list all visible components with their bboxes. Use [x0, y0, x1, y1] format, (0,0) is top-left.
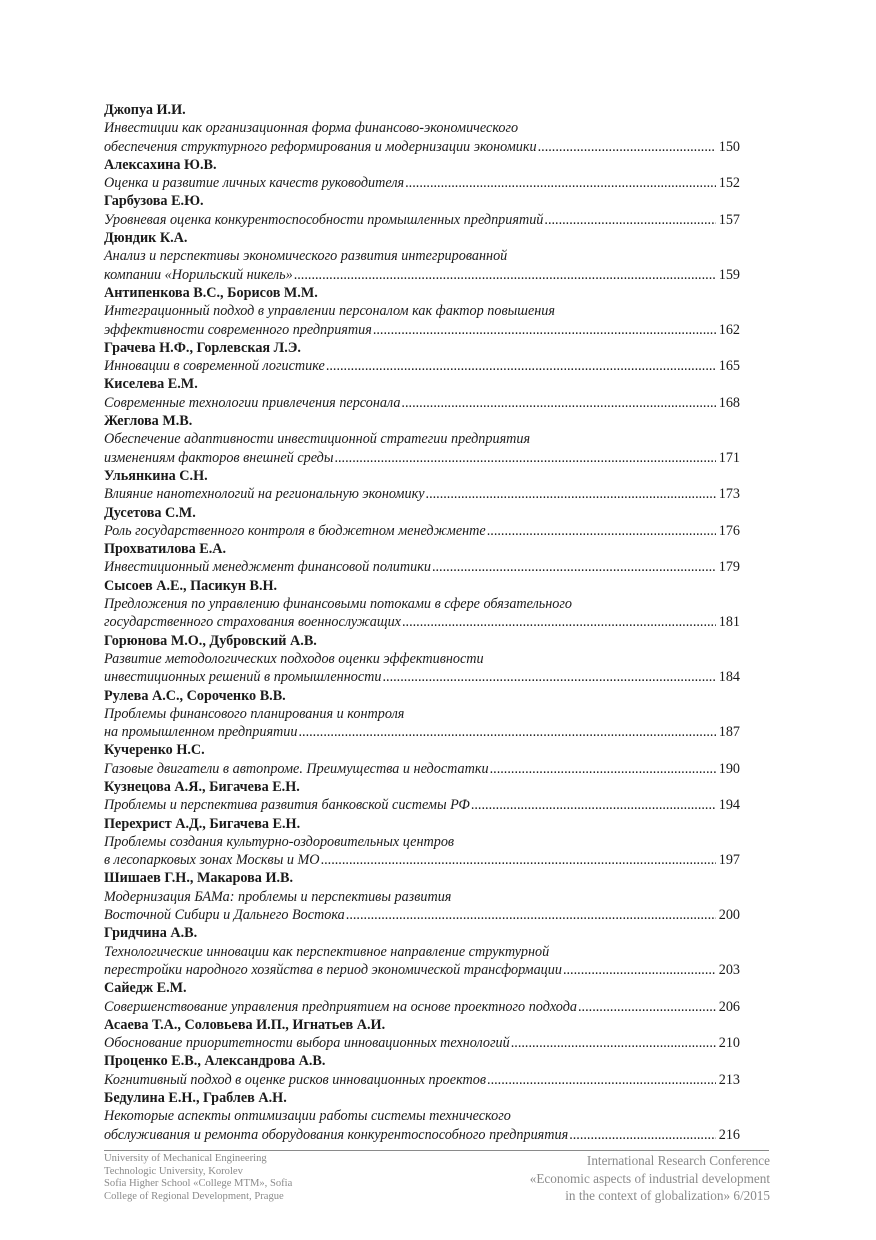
- toc-authors: Сайедж Е.М.: [104, 980, 187, 997]
- toc-title-text: Инвестиционный менеджмент финансовой политики: [104, 559, 431, 576]
- toc-entry: [104, 412, 740, 467]
- toc-title-last-line: [104, 522, 740, 540]
- toc-authors: Сысоев А.Е., Пасикун В.Н.: [104, 577, 278, 594]
- toc-title-line: Интеграционный подход в управлении персоналом как фактор повышения: [104, 303, 555, 320]
- toc-dot-leader: [577, 998, 716, 1016]
- toc-title-last-line: [104, 321, 740, 339]
- toc-page-number: 206: [718, 998, 740, 1015]
- toc-dot-leader: [297, 723, 715, 741]
- toc-page-number: 171: [718, 449, 740, 466]
- toc-entry: [104, 504, 740, 541]
- toc-title-line: Некоторые аспекты оптимизации работы системы технического: [104, 1108, 511, 1125]
- toc-title-line: Проблемы создания культурно-оздоровительных центров: [104, 833, 455, 850]
- toc-authors: Асаева Т.А., Соловьева И.П., Игнатьев А.И.: [104, 1016, 386, 1033]
- footer-conference: [530, 1152, 770, 1205]
- toc-title-last-line: [104, 266, 740, 284]
- toc-entry: [104, 687, 740, 742]
- toc-page-number: 173: [718, 486, 740, 503]
- toc-title-last-line: [104, 485, 740, 503]
- toc-dot-leader: [345, 906, 716, 924]
- footer-institution-line: University of Mechanical Engineering: [104, 1153, 267, 1164]
- toc-title-line: Развитие методологических подходов оценки эффективности: [104, 650, 484, 667]
- toc-title-last-line: [104, 138, 740, 156]
- toc-authors: Жеглова М.В.: [104, 413, 193, 430]
- toc-title-text: эффективности современного предприятия: [104, 321, 372, 338]
- toc-page-number: 181: [718, 614, 740, 631]
- footer-conference-line: «Economic aspects of industrial development: [529, 1170, 770, 1186]
- toc-title-text: Уровневая оценка конкурентоспособности промышленных предприятий: [104, 211, 544, 228]
- toc-dot-leader: [400, 394, 715, 412]
- toc-title-text: обеспечения структурного реформирования и модернизации экономики: [104, 138, 537, 155]
- toc-title-text: Роль государственного контроля в бюджетном менеджменте: [104, 522, 486, 539]
- toc-dot-leader: [486, 1071, 716, 1089]
- toc-title-text: Инновации в современной логистике: [104, 358, 325, 375]
- toc-title-last-line: [104, 796, 740, 814]
- toc-page-number: 168: [718, 394, 740, 411]
- toc-entry: [104, 924, 740, 979]
- toc-title-line: Анализ и перспективы экономического развития интегрированной: [104, 248, 508, 265]
- toc-title-text: Современные технологии привлечения персонала: [104, 394, 401, 411]
- toc-title-text: Совершенствование управления предприятием на основе проектного подхода: [104, 998, 577, 1015]
- toc-entry: [104, 101, 740, 156]
- toc-authors: Перехрист А.Д., Бигачева Е.Н.: [104, 815, 301, 832]
- toc-title-text: на промышленном предприятии: [104, 724, 298, 741]
- toc-entry: [104, 284, 740, 339]
- toc-entry: [104, 778, 740, 815]
- toc-page-number: 210: [718, 1035, 740, 1052]
- toc-entry: [104, 1089, 740, 1144]
- toc-dot-leader: [325, 357, 716, 375]
- toc-authors: Прохватилова Е.А.: [104, 541, 227, 558]
- toc-title-text: Проблемы и перспектива развития банковской системы РФ: [104, 797, 470, 814]
- toc-dot-leader: [333, 449, 715, 467]
- toc-page-number: 187: [718, 724, 740, 741]
- toc-dot-leader: [372, 321, 716, 339]
- toc-title-last-line: [104, 668, 740, 686]
- toc-authors: Шишаев Г.Н., Макарова И.В.: [104, 870, 294, 887]
- toc-page-number: 216: [718, 1126, 740, 1143]
- toc-entry: [104, 375, 740, 412]
- toc-dot-leader: [381, 668, 715, 686]
- toc-page-number: 203: [718, 961, 740, 978]
- toc-entry: [104, 192, 740, 229]
- toc-entry: [104, 869, 740, 924]
- toc-entry: [104, 632, 740, 687]
- toc-authors: Бедулина Е.Н., Граблев А.Н.: [104, 1090, 287, 1107]
- toc-entry: [104, 741, 740, 778]
- toc-dot-leader: [401, 613, 716, 631]
- toc-dot-leader: [562, 961, 716, 979]
- toc-title-text: Когнитивный подход в оценке рисков инновационных проектов: [104, 1071, 487, 1088]
- toc-entry: [104, 467, 740, 504]
- toc-page-number: 152: [718, 175, 740, 192]
- toc-authors: Рулева А.С., Сороченко В.В.: [104, 687, 286, 704]
- toc-dot-leader: [293, 266, 716, 284]
- toc-page-number: 150: [718, 138, 740, 155]
- toc-authors: Гарбузова Е.Ю.: [104, 193, 204, 210]
- toc-title-last-line: [104, 998, 740, 1016]
- toc-authors: Дусетова С.М.: [104, 504, 196, 521]
- toc-dot-leader: [543, 211, 715, 229]
- toc-title-text: Влияние нанотехнологий на региональную экономику: [104, 486, 425, 503]
- toc-title-last-line: [104, 613, 740, 631]
- toc-title-last-line: [104, 723, 740, 741]
- footer-divider: [104, 1150, 769, 1151]
- footer-conference-line: in the context of globalization» 6/2015: [565, 1188, 770, 1204]
- toc-page-number: 213: [718, 1071, 740, 1088]
- toc-title-last-line: [104, 357, 740, 375]
- toc-page-number: 165: [718, 358, 740, 375]
- toc-title-text: Оценка и развитие личных качеств руководителя: [104, 175, 405, 192]
- toc-entry: [104, 156, 740, 193]
- toc-authors: Проценко Е.В., Александрова А.В.: [104, 1053, 326, 1070]
- toc-dot-leader: [431, 558, 716, 576]
- toc-authors: Дюндик К.А.: [104, 230, 188, 247]
- toc-entry: [104, 815, 740, 870]
- toc-title-line: Инвестиции как организационная форма финансово-экономического: [104, 120, 519, 137]
- toc-dot-leader: [510, 1034, 716, 1052]
- toc-title-line: Предложения по управлению финансовыми потоками в сфере обязательного: [104, 596, 573, 613]
- toc-authors: Кузнецова А.Я., Бигачева Е.Н.: [104, 778, 300, 795]
- toc-title-text: Газовые двигатели в автопроме. Преимущества и недостатки: [104, 760, 489, 777]
- footer-conference-line: International Research Conference: [586, 1153, 770, 1168]
- toc-entry: [104, 540, 740, 577]
- toc-title-last-line: [104, 1126, 740, 1144]
- toc-page-number: 162: [718, 321, 740, 338]
- toc-title-text: Восточной Сибири и Дальнего Востока: [104, 907, 345, 924]
- toc-page-number: 176: [718, 522, 740, 539]
- toc-dot-leader: [404, 174, 716, 192]
- toc-page-number: 184: [718, 669, 740, 686]
- toc-authors: Алексахина Ю.В.: [104, 156, 217, 173]
- toc-title-text: инвестиционных решений в промышленности: [104, 669, 382, 686]
- toc-entry: [104, 229, 740, 284]
- toc-title-line: Обеспечение адаптивности инвестиционной стратегии предприятия: [104, 431, 531, 448]
- footer-institution-line: Sofia Higher School «College MTM», Sofia: [104, 1178, 293, 1190]
- toc-title-text: обслуживания и ремонта оборудования конкурентоспособного предприятия: [104, 1126, 569, 1143]
- toc-title-last-line: [104, 1071, 740, 1089]
- toc-title-text: компании «Норильский никель»: [104, 266, 293, 283]
- toc-title-last-line: [104, 174, 740, 192]
- footer-institution-line: Technologic University, Korolev: [104, 1165, 243, 1177]
- toc-entry: [104, 339, 740, 376]
- toc-title-last-line: [104, 449, 740, 467]
- toc-page-number: 197: [718, 852, 740, 869]
- toc-title-line: Технологические инновации как перспективное направление структурной: [104, 943, 550, 960]
- toc-authors: Грачева Н.Ф., Горлевская Л.Э.: [104, 339, 301, 356]
- toc-authors: Горюнова М.О., Дубровский А.В.: [104, 632, 317, 649]
- toc-title-last-line: [104, 394, 740, 412]
- toc-entry: [104, 1016, 740, 1053]
- toc-page-number: 190: [718, 760, 740, 777]
- toc-dot-leader: [425, 485, 716, 503]
- toc-dot-leader: [320, 851, 716, 869]
- toc-entry: [104, 577, 740, 632]
- toc-dot-leader: [537, 138, 716, 156]
- toc-page-number: 157: [718, 211, 740, 228]
- toc-page-number: 159: [718, 266, 740, 283]
- toc-authors: Ульянкина С.Н.: [104, 467, 208, 484]
- toc-title-text: государственного страхования военнослужащих: [104, 614, 401, 631]
- toc-title-last-line: [104, 211, 740, 229]
- toc-title-text: изменениям факторов внешней среды: [104, 449, 334, 466]
- toc-page-number: 200: [718, 907, 740, 924]
- toc-dot-leader: [489, 760, 716, 778]
- toc-title-text: в лесопарковых зонах Москвы и МО: [104, 852, 320, 869]
- toc-authors: Киселева Е.М.: [104, 376, 198, 393]
- toc-authors: Антипенкова В.С., Борисов М.М.: [104, 284, 318, 301]
- toc-dot-leader: [568, 1126, 716, 1144]
- toc-title-last-line: [104, 1034, 740, 1052]
- toc-authors: Гридчина А.В.: [104, 925, 198, 942]
- toc-title-text: перестройки народного хозяйства в период экономической трансформации: [104, 961, 562, 978]
- toc-title-last-line: [104, 760, 740, 778]
- footer-institution-line: College of Regional Development, Prague: [104, 1190, 284, 1202]
- toc-page-number: 194: [718, 797, 740, 814]
- toc-authors: Кучеренко Н.С.: [104, 742, 205, 759]
- footer-institutions: [104, 1153, 292, 1203]
- toc-title-last-line: [104, 961, 740, 979]
- toc-title-last-line: [104, 851, 740, 869]
- toc-page-number: 179: [718, 559, 740, 576]
- toc-title-line: Проблемы финансового планирования и контроля: [104, 705, 405, 722]
- toc-dot-leader: [486, 522, 716, 540]
- toc-title-text: Обоснование приоритетности выбора инновационных технологий: [104, 1035, 510, 1052]
- toc-title-last-line: [104, 906, 740, 924]
- table-of-contents: [104, 101, 740, 1144]
- toc-title-line: Модернизация БАМа: проблемы и перспективы развития: [104, 888, 452, 905]
- toc-entry: [104, 979, 740, 1016]
- toc-title-last-line: [104, 558, 740, 576]
- toc-authors: Джопуа И.И.: [104, 102, 186, 118]
- toc-entry: [104, 1052, 740, 1089]
- toc-dot-leader: [470, 796, 716, 814]
